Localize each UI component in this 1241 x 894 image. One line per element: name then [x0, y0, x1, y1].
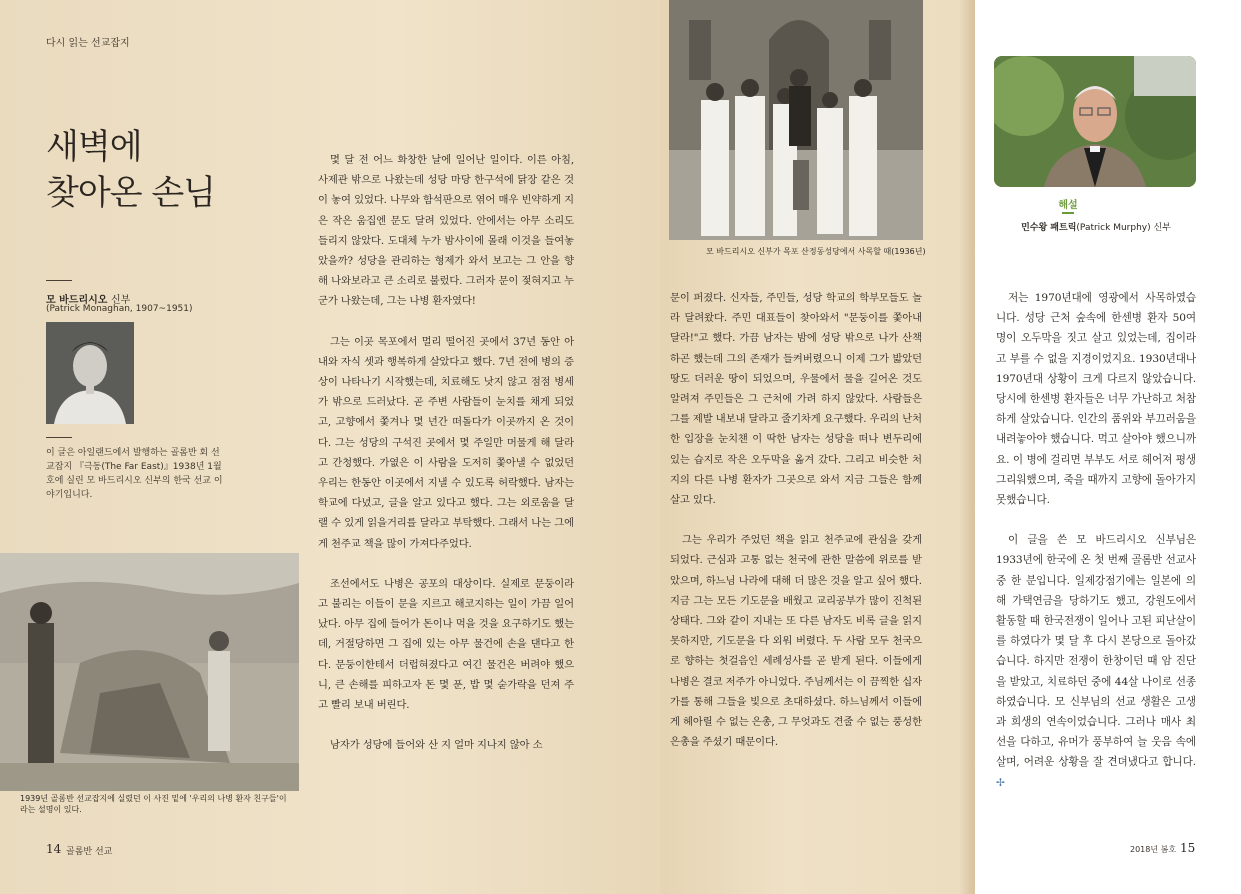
- paragraph: 그는 이곳 목포에서 멀리 떨어진 곳에서 37년 동안 아내와 자식 셋과 행복하게 살았다고 했다. 7년 전에 병의 증상이 나타나기 시작했는데, 치료해도 낫지 않고 점점 병세가 밖으로 드러났다. 곧 주변 사람들이 눈치를 채게 되었고, 고향에서 쫓겨나 몇 년간 떠돌다가 이곳까지 온 것이다. 그는 성당의 구석진 곳에서 몇 주일만 머물게 해 달라고 간청했다. 가엾은 이 사람을 도저히 쫓아낼 수 없었던 우리는 한동안 이곳에서 지낼 수 있도록 허락했다. 남자는 학교에 다녔고, 글을 알고 있다고 했다. 그는 외로움을 달랠 수 있게 읽을거리를 달라고 부탁했다. 그래서 나는 그에게 천주교 책을 많이 가져다주었다.: [318, 335, 574, 550]
- source-note: 이 글은 아일랜드에서 발행하는 골롬반 회 선교잡지 『극동(The Far East)』1938년 1월호에 실린 모 바드리시오 신부의 한국 선교 이야기입니다.: [46, 448, 223, 500]
- photo2-caption: 모 바드리시오 신부가 목포 산정동성당에서 사목할 때(1936년): [706, 247, 926, 256]
- commentator-name: 민수왕 패트릭(Patrick Murphy) 신부: [1021, 223, 1171, 233]
- author-divider: [46, 280, 72, 281]
- author-dates: (Patrick Monaghan, 1907~1951): [46, 304, 193, 314]
- paragraph: 저는 1970년대에 영광에서 사목하였습니다. 성당 근처 숲속에 한센병 환자 50여 명이 오두막을 짓고 살고 있었는데, 집이라고 부를 수 없을 지경이었지요. 1930년대나 1970년대 상황이 크게 다르지 않았습니다. 당시에 한센병 환자들은 너무 가난하고 처참하게 살았습니다. 인간의 품위와 부끄러움을 내려놓아야 했습니다. 먹고 살아야 했으니까요. 이 병에 걸리면 부부도 서로 헤어져 평생 그리워했으며, 죽을 때까지 고향에 돌아가지 못했습니다.: [996, 292, 1196, 507]
- commentary-divider: [1062, 212, 1074, 214]
- title-line-2: 찾아온 손님: [46, 173, 216, 213]
- author-portrait: [46, 322, 134, 424]
- page-number-left: 14: [46, 842, 62, 856]
- commentator-portrait-image: [994, 56, 1196, 187]
- leprosy-patients-photo-image: [0, 553, 299, 791]
- title-line-1: 새벽에: [46, 127, 142, 167]
- article-column-1: [318, 150, 574, 775]
- page-number-right: 15: [1180, 841, 1196, 855]
- paragraph: 남자가 성당에 들어와 산 지 얼마 지나지 않아 소: [330, 739, 543, 752]
- source-divider: [46, 437, 72, 438]
- section-label: 다시 읽는 선교잡지: [46, 38, 130, 49]
- author-name: 모 바드리시오 신부: [46, 295, 131, 306]
- mokpo-church-photo-image: [669, 0, 923, 240]
- magazine-name: 골롬반 선교: [66, 847, 113, 857]
- paragraph: 몇 달 전 어느 화창한 날에 일어난 일이다. 이른 아침, 사제관 밖으로 나왔는데 성당 마당 한구석에 닭장 같은 것이 놓여 있었다. 나무와 함석판으로 엮어 매우 빈약하게 지은 작은 움집엔 문도 달려 있었다. 안에서는 아무 소리도 들리지 않았다. 도대체 누가 밤사이에 몰래 이것을 들여놓았을까? 성당을 관리하는 형제가 와서 보고는 그 안을 향해 나와보라고 큰 소리로 불렀다. 그러자 문이 젖혀지고 누군가 나왔는데, 그는 나병 환자였다!: [318, 154, 574, 308]
- article-column-2: [670, 288, 922, 772]
- photo1-caption: 1939년 골롬반 선교잡지에 실렸던 이 사진 밑에 '우리의 나병 환자 친구들'이라는 설명이 있다.: [20, 794, 287, 814]
- paragraph: 문이 퍼졌다. 신자들, 주민들, 성당 학교의 학부모들도 놀라 달려왔다. 주민 대표들이 찾아와서 "문둥이를 쫓아내 달라!"고 했다. 가끔 남자는 밤에 성당 밖으로 나가 산책하곤 했는데 그의 존재가 들켜버렸으니 이제 그가 밟았던 땅도 더러운 땅이 되었으며, 우물에서 물을 길어온 것도 알려져 주민들은 그 근처에 가려 하지 않았다. 사람들은 그를 제발 내보내 달라고 줄기차게 요구했다. 우리의 난처한 입장을 눈치챈 이 딱한 남자는 성당을 떠나 변두리에 있는 습지로 작은 오두막을 옮겨 갔다. 그리고 비슷한 처지의 다른 나병 환자가 그곳으로 와서 지금 그들은 함께 살고 있다.: [670, 292, 922, 507]
- author-portrait-image: [46, 322, 134, 424]
- article-title: [46, 124, 276, 216]
- mokpo-church-photo: [669, 0, 923, 240]
- commentary-label: 해설: [1058, 200, 1078, 211]
- paragraph: 조선에서도 나병은 공포의 대상이다. 실제로 문둥이라고 불리는 이들이 문을 지르고 해코지하는 일이 가끔 일어났다. 아무 집에 들어가 돈이나 먹을 것을 요구하기도 했는데, 거절당하면 그 집에 있는 아무 물건에 손을 댄다고 한다. 문둥이한테서 더럽혀졌다고 여긴 물건은 버려야 했으니, 큰 손해를 피하고자 돈 몇 푼, 밥 몇 숟가락을 던져 주고 빨리 보내 버린다.: [318, 577, 574, 712]
- issue-label: 2018년 봄호: [1130, 845, 1177, 854]
- commentary-column: [996, 288, 1196, 813]
- end-mark-icon: ✢: [996, 776, 1005, 789]
- paragraph: 그는 우리가 주었던 책을 읽고 천주교에 관심을 갖게 되었다. 근심과 고통 없는 천국에 관한 말씀에 위로를 받았으며, 하느님 나라에 대해 더 많은 것을 알고 싶어 했다. 지금 그는 모든 기도문을 배웠고 교리공부가 많이 진척된 상태다. 그와 같이 지내는 또 다른 남자도 비록 글을 읽지 못하지만, 기도문을 다 외워 버렸다. 두 사람 모두 천국으로 향하는 첫걸음인 세례성사를 곧 받게 된다. 이들에게 나병은 결코 저주가 아니었다. 주님께서는 이 끔찍한 십자가를 통해 그들을 빛으로 초대하셨다. 하느님께서 이들에게 헤아릴 수 없는 은총, 그 무엇과도 견줄 수 없는 풍성한 은총을 주셨기 때문이다.: [670, 534, 922, 749]
- commentator-portrait: [994, 56, 1196, 187]
- leprosy-patients-photo: [0, 553, 299, 791]
- paragraph: 이 글을 쓴 모 바드리시오 신부님은 1933년에 한국에 온 첫 번째 골롬반 선교사 중 한 분입니다. 일제강점기에는 일본에 의해 가택연금을 당하기도 했고, 강원도에서 활동할 때 한국전쟁이 일어나 고된 피난살이를 하였다가 몇 달 후 다시 본당으로 돌아갔습니다. 하지만 전쟁이 한창이던 때 암 진단을 받았고, 치료하던 중에 44살 나이로 선종하였습니다. 모 신부님의 선교 생활은 고생과 희생의 연속이었습니다. 그러나 매사 최선을 다하고, 유머가 풍부하여 늘 웃음 속에 살며, 어려운 상황을 잘 견뎌냈다고 합니다. ✢: [996, 534, 1196, 789]
